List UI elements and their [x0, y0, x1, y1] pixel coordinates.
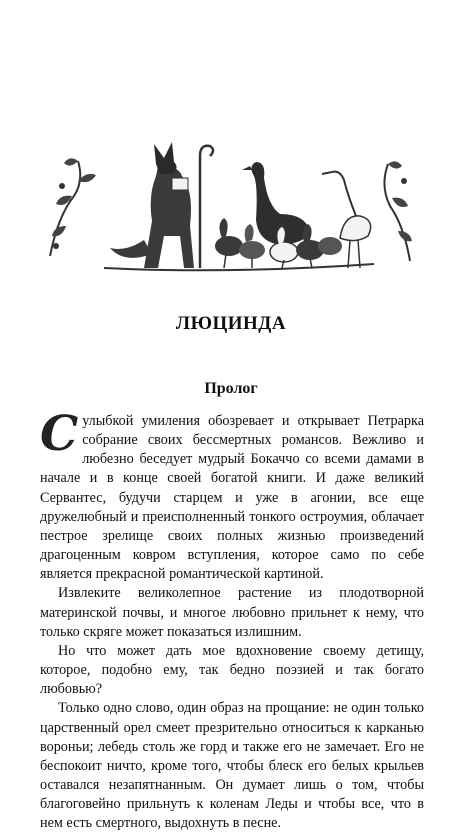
paragraph-1	[40, 406, 424, 584]
fox-preaching-to-geese-engraving-icon	[44, 136, 416, 281]
body-text	[40, 406, 424, 833]
paragraph-4: Только одно слово, один образ на прощание: не один только царственный орел смеет презрительно относиться к карканью вороньи; лебедь столь же горд и также его не замечает. Его не беспокоит ничто, кроме того, чтобы блеск его белых крыльев оставался незапятнанным. Он думает лишь о том, чтобы благоговейно прильнуть к коленам Леды и чтобы все, что в нем есть смертного, выдохнуть в песне.	[40, 700, 424, 832]
paragraph-2: Извлеките великолепное растение из плодотворной материнской почвы, и многое любовно прильнет к нему, что только скряге может показаться излишним.	[40, 585, 424, 640]
drop-cap: С	[40, 406, 79, 462]
chapter-subtitle: Пролог	[204, 380, 258, 397]
chapter-title: ЛЮЦИНДА	[175, 313, 287, 334]
paragraph-3: Но что может дать мое вдохновение своему детищу, которое, подобно ему, так бедно поэзией и так богато любовью?	[40, 642, 424, 698]
paragraph-1-text: улыбкой умиления обозревает и открывает Петрарка собрание своих бессмертных романсов. Вежливо и любезно беседует мудрый Бокаччо со всеми дамами в начале и в конце своей богатой книги. И даже великий Сервантес, будучи старцем и уже в агонии, все еще дружелюбный и преисполненный тонкого остроумия, облачает пестрое зрелище своих полных жизнью произведений драгоценным ковром вступления, которое само по себе является прекрасной романтической картиной.	[40, 413, 424, 583]
